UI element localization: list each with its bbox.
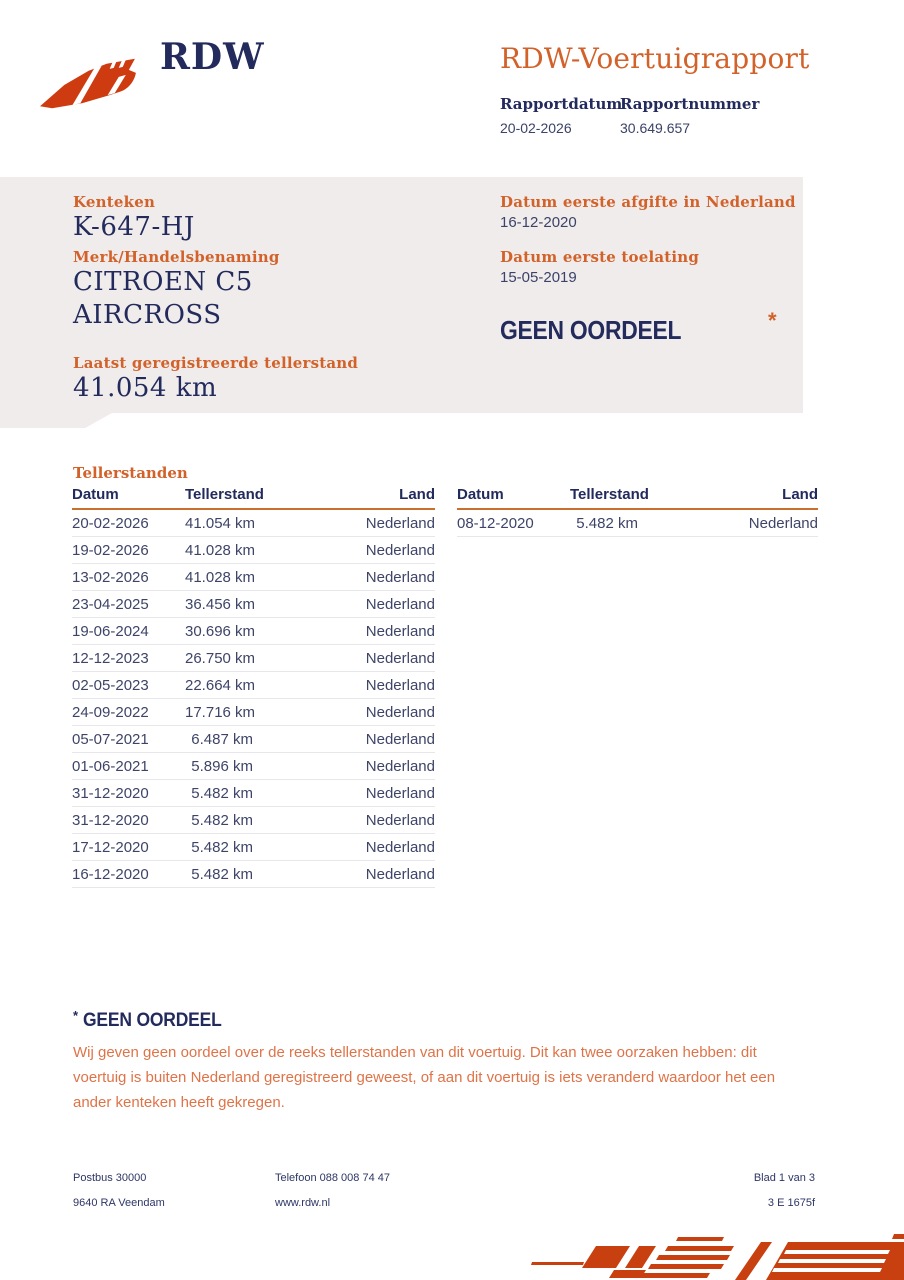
table-row [72, 834, 435, 861]
table-row [72, 645, 435, 672]
cell-land: Nederland [253, 509, 435, 537]
cell-datum: 05-07-2021 [72, 726, 185, 753]
kenteken-label: Kenteken [73, 193, 156, 211]
verdict-text: GEEN OORDEEL [500, 315, 682, 345]
cell-datum: 24-09-2022 [72, 699, 185, 726]
cell-tellerstand: 6.487 km [185, 726, 253, 753]
table-row [72, 861, 435, 888]
cell-datum: 08-12-2020 [457, 509, 570, 537]
column-header-datum: Datum [72, 486, 185, 509]
cell-tellerstand: 5.482 km [185, 780, 253, 807]
cell-tellerstand: 36.456 km [185, 591, 253, 618]
cell-datum: 01-06-2021 [72, 753, 185, 780]
note-body: Wij geven geen oordeel over de reeks tellerstanden van dit voertuig. Dit kan twee oorzaken hebben: dit voertuig is buiten Nederland geregistreerd geweest, of aan dit voertuig is iets veranderd waardoor het een ander kenteken heeft gekregen. [73, 1044, 776, 1111]
cell-land: Nederland [253, 807, 435, 834]
table-row [72, 699, 435, 726]
cell-land: Nederland [253, 537, 435, 564]
cell-datum: 19-02-2026 [72, 537, 185, 564]
column-header-tellerstand: Tellerstand [185, 486, 253, 509]
table-row [72, 672, 435, 699]
cell-tellerstand: 41.028 km [185, 537, 253, 564]
cell-datum: 16-12-2020 [72, 861, 185, 888]
verdict-asterisk: * [768, 308, 777, 333]
table-header-row [457, 486, 818, 509]
table-row [72, 591, 435, 618]
footer-address-line1: Postbus 30000 [73, 1172, 147, 1184]
cell-tellerstand: 5.482 km [185, 834, 253, 861]
cell-datum: 31-12-2020 [72, 780, 185, 807]
rdw-feather-logo-icon [38, 52, 144, 116]
cell-datum: 31-12-2020 [72, 807, 185, 834]
cell-datum: 02-05-2023 [72, 672, 185, 699]
table-header-row [72, 486, 435, 509]
footer-page-number: Blad 1 van 3 [753, 1172, 815, 1184]
summary-panel-wedge [0, 413, 112, 428]
cell-tellerstand: 5.482 km [185, 861, 253, 888]
rdw-logo-text: RDW [160, 36, 265, 78]
table-row [72, 509, 435, 537]
cell-land: Nederland [253, 726, 435, 753]
tellerstanden-table-right [457, 486, 818, 537]
column-header-land: Land [253, 486, 435, 509]
cell-land: Nederland [253, 591, 435, 618]
toelating-value: 15-05-2019 [500, 269, 577, 286]
merk-label: Merk/Handelsbenaming [73, 248, 280, 266]
cell-datum: 19-06-2024 [72, 618, 185, 645]
kenteken-value: K-647-HJ [73, 212, 195, 242]
cell-land: Nederland [253, 753, 435, 780]
table-row [457, 509, 818, 537]
table-row [72, 537, 435, 564]
cell-land: Nederland [253, 780, 435, 807]
report-meta [500, 95, 759, 136]
footer-form-code: 3 E 1675f [767, 1197, 815, 1209]
note-title: GEEN OORDEEL [83, 1010, 222, 1031]
merk-value: CITROEN C5 AIRCROSS [73, 267, 253, 330]
cell-datum: 12-12-2023 [72, 645, 185, 672]
cell-tellerstand: 41.028 km [185, 564, 253, 591]
afgifte-label: Datum eerste afgifte in Nederland [500, 193, 796, 211]
toelating-label: Datum eerste toelating [500, 248, 700, 266]
cell-datum: 20-02-2026 [72, 509, 185, 537]
cell-land: Nederland [253, 861, 435, 888]
cell-datum: 23-04-2025 [72, 591, 185, 618]
column-header-datum: Datum [457, 486, 570, 509]
cell-tellerstand: 41.054 km [185, 509, 253, 537]
cell-tellerstand: 30.696 km [185, 618, 253, 645]
report-date-label: Rapportdatum [500, 95, 623, 113]
cell-tellerstand: 26.750 km [185, 645, 253, 672]
cell-land: Nederland [638, 509, 818, 537]
tellerstanden-heading: Tellerstanden [73, 464, 188, 482]
tellerstanden-table-left [72, 486, 435, 888]
footer-website: www.rdw.nl [275, 1197, 331, 1209]
note-asterisk: * [73, 1008, 79, 1023]
report-date-value: 20-02-2026 [500, 120, 572, 136]
cell-tellerstand: 5.482 km [570, 509, 638, 537]
footer-phone: Telefoon 088 008 74 47 [275, 1172, 390, 1184]
table-row [72, 726, 435, 753]
cell-land: Nederland [253, 618, 435, 645]
table-row [72, 780, 435, 807]
table-row [72, 618, 435, 645]
cell-tellerstand: 5.482 km [185, 807, 253, 834]
report-number-label: Rapportnummer [620, 95, 760, 113]
column-header-tellerstand: Tellerstand [570, 486, 638, 509]
cell-land: Nederland [253, 645, 435, 672]
laatste-tellerstand-label: Laatst geregistreerde tellerstand [73, 354, 359, 372]
table-row [72, 564, 435, 591]
cell-land: Nederland [253, 699, 435, 726]
speed-stripes-graphic [518, 1234, 904, 1280]
afgifte-value: 16-12-2020 [500, 214, 577, 231]
cell-land: Nederland [253, 672, 435, 699]
column-header-land: Land [638, 486, 818, 509]
cell-tellerstand: 17.716 km [185, 699, 253, 726]
footer-address-line2: 9640 RA Veendam [73, 1197, 165, 1209]
table-row [72, 753, 435, 780]
cell-tellerstand: 5.896 km [185, 753, 253, 780]
note-heading [73, 1008, 234, 1032]
cell-land: Nederland [253, 834, 435, 861]
cell-datum: 13-02-2026 [72, 564, 185, 591]
cell-land: Nederland [253, 564, 435, 591]
laatste-tellerstand-value: 41.054 km [73, 373, 218, 403]
report-number-value: 30.649.657 [620, 120, 691, 136]
page-title: RDW-Voertuigrapport [500, 42, 810, 75]
table-row [72, 807, 435, 834]
cell-tellerstand: 22.664 km [185, 672, 253, 699]
cell-datum: 17-12-2020 [72, 834, 185, 861]
